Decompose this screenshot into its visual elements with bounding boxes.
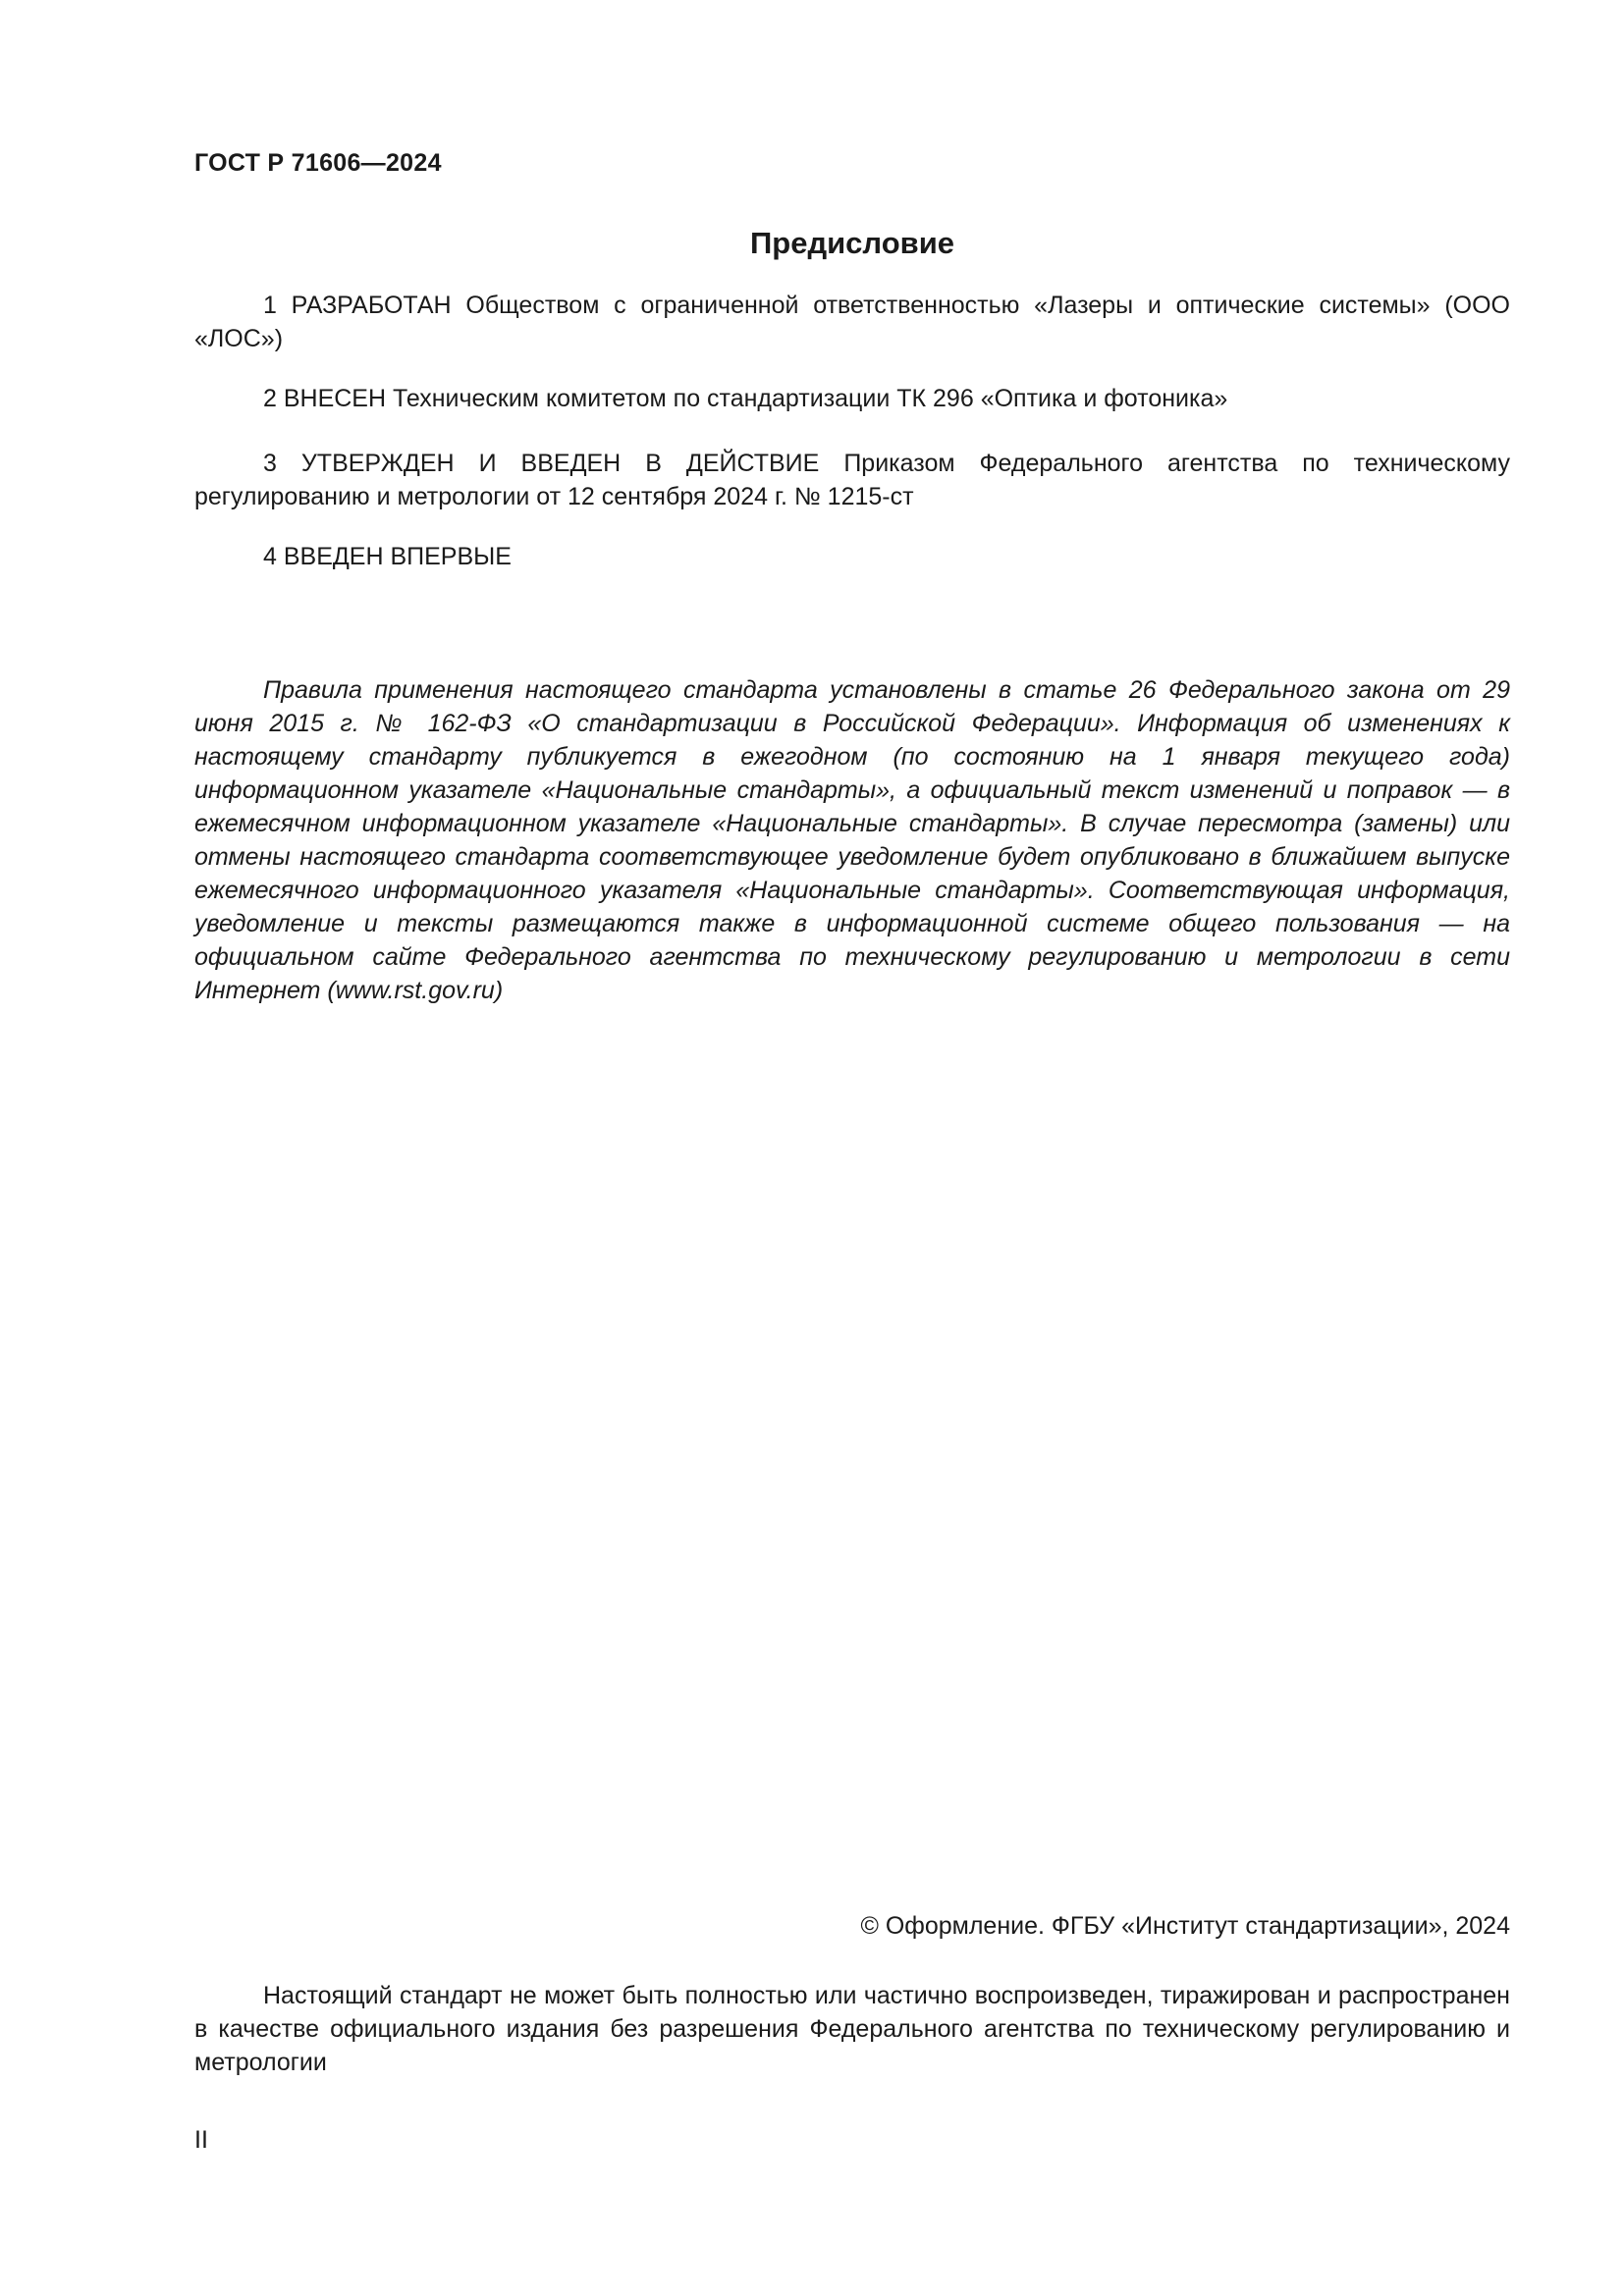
preface-item-introduced: 4 ВВЕДЕН ВПЕРВЫЕ bbox=[263, 543, 512, 570]
preface-item-developed: 1 РАЗРАБОТАН Обществом с ограниченной ответственностью «Лазеры и оптические системы» (ООО «ЛОС») bbox=[194, 292, 1510, 352]
page-number: II bbox=[194, 2126, 208, 2154]
copyright-line: © Оформление. ФГБУ «Институт стандартизации», 2024 bbox=[860, 1912, 1510, 1940]
document-id: ГОСТ Р 71606—2024 bbox=[194, 149, 442, 177]
section-title: Предисловие bbox=[749, 226, 954, 260]
preface-item-approved: 3 УТВЕРЖДЕН И ВВЕДЕН В ДЕЙСТВИЕ Приказом Федерального агентства по техническому регулированию и метрологии от 12 сентября 2024 г. № 1215-ст bbox=[194, 450, 1510, 510]
reproduction-rights-notice: Настоящий стандарт не может быть полностью или частично воспроизведен, тиражирован и распространен в качестве официального издания без разрешения Федерального агентства по техническому регулированию и метрологии bbox=[194, 1982, 1510, 2076]
application-rules-notice: Правила применения настоящего стандарта установлены в статье 26 Федерального закона от 29 июня 2015 г. № 162-ФЗ «О стандартизации в Российской Федерации». Информация об изменениях к настоящему стандарту публикуется в ежегодном (по состоянию на 1 января текущего года) информационном указателе «Национальные стандарты», а официальный текст изменений и поправок — в ежемесячном информационном указателе «Национальные стандарты». В случае пересмотра (замены) или отмены настоящего стандарта соответствующее уведомление будет опубликовано в ближайшем выпуске ежемесячного информационного указателя «Национальные стандарты». Соответствующая информация, уведомление и тексты размещаются также в информационной системе общего пользования — на официальном сайте Федерального агентства по техническому регулированию и метрологии в сети Интернет (www.rst.gov.ru) bbox=[194, 676, 1510, 1004]
preface-item-submitted: 2 ВНЕСЕН Техническим комитетом по стандартизации ТК 296 «Оптика и фотоника» bbox=[263, 385, 1228, 412]
